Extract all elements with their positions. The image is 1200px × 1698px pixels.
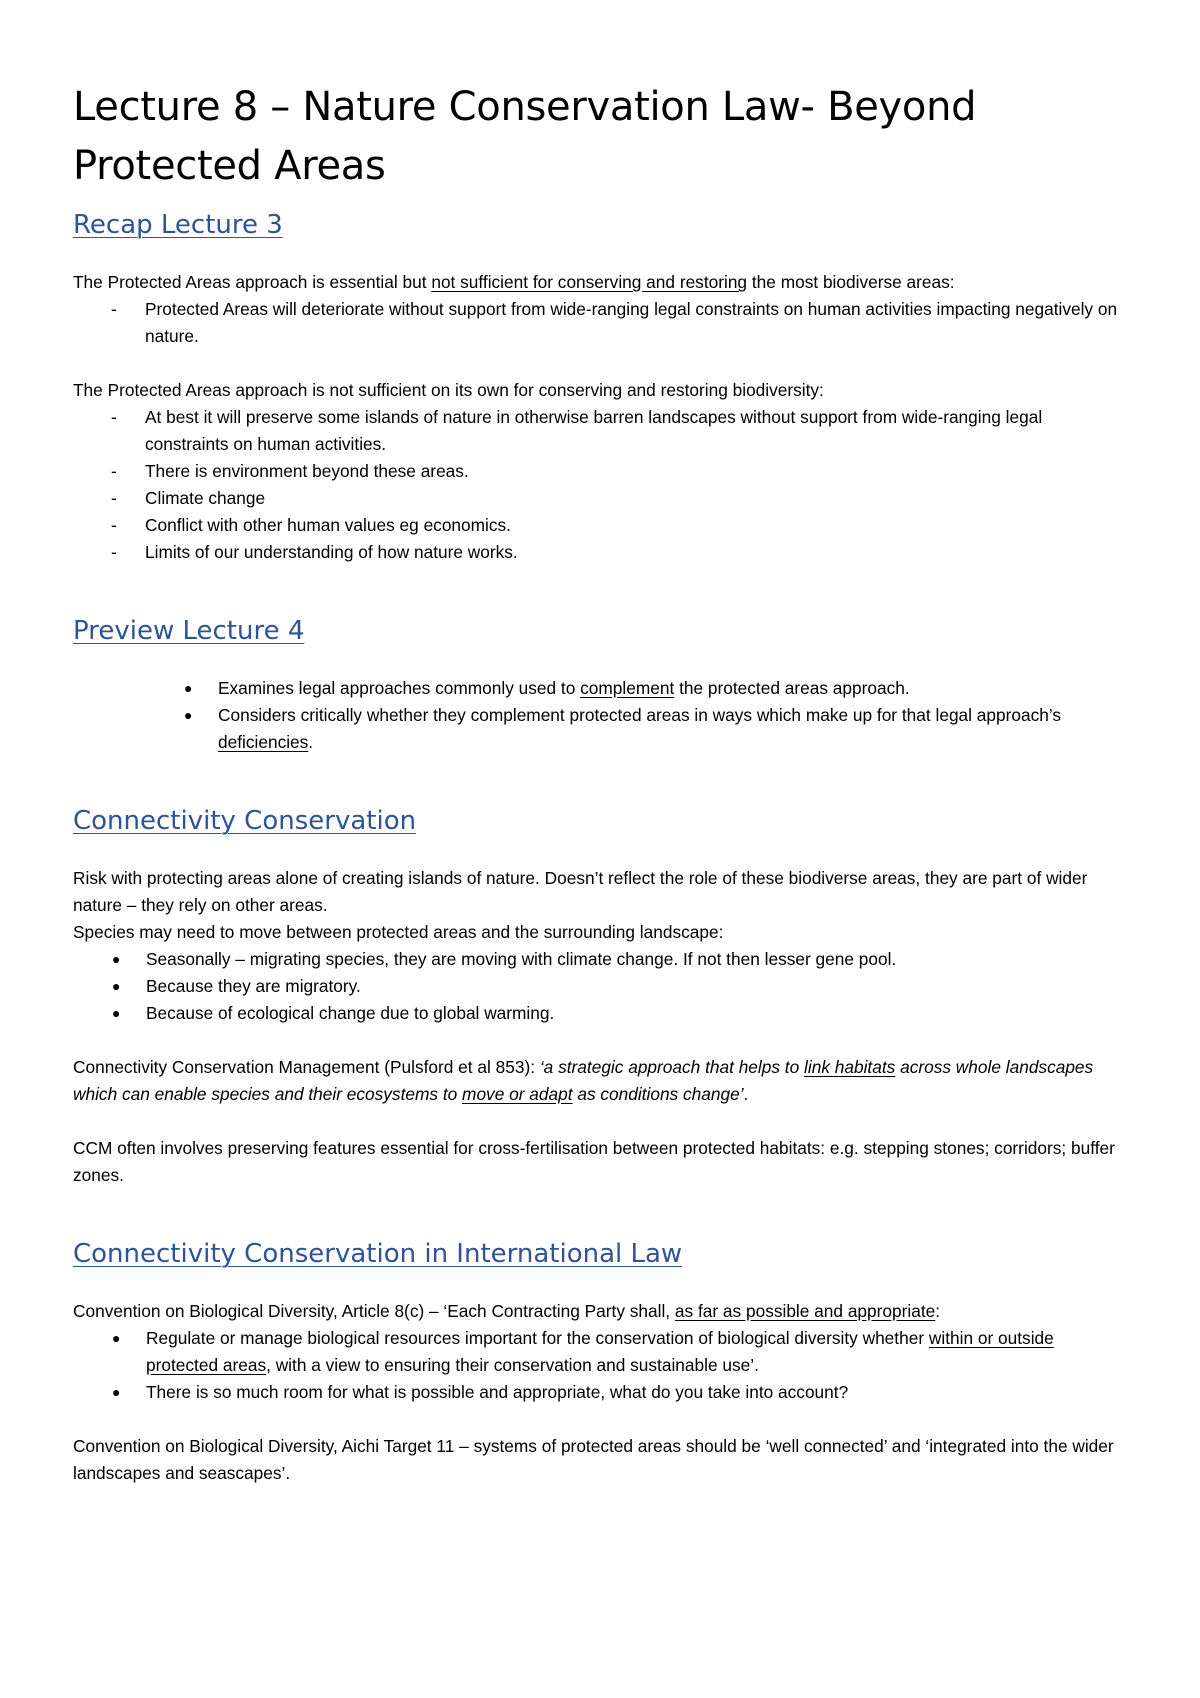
- underlined-text: not sufficient for conserving and restoring: [431, 272, 748, 292]
- section-connectivity: [73, 804, 1128, 1189]
- dash-marker: -: [111, 542, 117, 562]
- list-item: - Protected Areas will deteriorate without support from wide-ranging legal constraints on human activities impacting negatively on nature.: [73, 296, 1128, 350]
- list-item: - Limits of our understanding of how nature works.: [73, 539, 1128, 566]
- list-item: ● Regulate or manage biological resources important for the conservation of biological diversity whether within or outside protected areas, with a view to ensuring their conservation and sustainable use’.: [73, 1325, 1128, 1379]
- connectivity-bullet-list: [73, 946, 1128, 1027]
- underlined-text: link habitats: [804, 1057, 896, 1077]
- list-item: - Climate change: [73, 485, 1128, 512]
- list-item: - Conflict with other human values eg economics.: [73, 512, 1128, 539]
- underlined-text: as far as possible and appropriate: [674, 1301, 936, 1321]
- bullet-marker: ●: [112, 978, 121, 994]
- bullet-marker: ●: [112, 1384, 121, 1400]
- intl-paragraph-1: Convention on Biological Diversity, Article 8(c) – ‘Each Contracting Party shall, as far as possible and appropriate:: [73, 1301, 941, 1321]
- page-title: Lecture 8 – Nature Conservation Law- Beyond Protected Areas: [73, 84, 977, 189]
- dash-marker: -: [111, 299, 117, 319]
- section-preview: [73, 614, 1128, 756]
- list-item: ● Because they are migratory.: [73, 973, 1128, 1000]
- bullet-marker: ●: [112, 951, 121, 967]
- heading-international-law: Connectivity Conservation in International Law: [73, 1239, 683, 1269]
- intl-paragraph-2: Convention on Biological Diversity, Aichi Target 11 – systems of protected areas should be ‘well connected’ and ‘integrated into the wider landscapes and seascapes’.: [73, 1436, 1114, 1483]
- bullet-marker: ●: [112, 1005, 121, 1021]
- heading-connectivity: Connectivity Conservation: [73, 806, 417, 836]
- preview-bullet-list: [73, 675, 1128, 756]
- connectivity-paragraph-1: Risk with protecting areas alone of creating islands of nature. Doesn’t reflect the role of these biodiverse areas, they are part of wider nature – they rely on other areas.: [73, 868, 1088, 915]
- section-recap: [73, 208, 1128, 566]
- list-item: ● Because of ecological change due to global warming.: [73, 1000, 1128, 1027]
- heading-recap: Recap Lecture 3: [73, 210, 283, 240]
- heading-preview: Preview Lecture 4: [73, 616, 305, 646]
- bullet-marker: ●: [184, 680, 193, 696]
- recap-dash-list-2: [73, 404, 1128, 566]
- list-item: ● There is so much room for what is possible and appropriate, what do you take into account?: [73, 1379, 1128, 1406]
- bullet-marker: ●: [184, 707, 193, 723]
- bullet-marker: ●: [112, 1330, 121, 1346]
- recap-dash-list-1: [73, 296, 1128, 350]
- connectivity-paragraph-3: CCM often involves preserving features essential for cross-fertilisation between protected habitats: e.g. stepping stones; corridors; buffer zones.: [73, 1138, 1115, 1185]
- list-item: - At best it will preserve some islands of nature in otherwise barren landscapes without support from wide-ranging legal constraints on human activities.: [73, 404, 1128, 458]
- dash-marker: -: [111, 461, 117, 481]
- dash-marker: -: [111, 407, 117, 427]
- dash-marker: -: [111, 515, 117, 535]
- list-item: ● Seasonally – migrating species, they are moving with climate change. If not then lesser gene pool.: [73, 946, 1128, 973]
- underlined-text: complement: [580, 678, 675, 698]
- underlined-text: deficiencies: [218, 732, 309, 752]
- ccm-definition: Connectivity Conservation Management (Pulsford et al 853): ‘a strategic approach that helps to link habitats across whole landscapes which can enable species and their ecosystems to move or adapt as conditions change’.: [73, 1057, 1094, 1104]
- list-item: ● Examines legal approaches commonly used to complement the protected areas approach.: [73, 675, 1128, 702]
- underlined-text: within or outside protected areas: [146, 1328, 1054, 1375]
- section-international-law: [73, 1237, 1128, 1487]
- underlined-text: move or adapt: [462, 1084, 573, 1104]
- recap-paragraph-1: The Protected Areas approach is essential but not sufficient for conserving and restoring the most biodiverse areas:: [73, 272, 955, 292]
- list-item: - There is environment beyond these areas.: [73, 458, 1128, 485]
- recap-paragraph-2: The Protected Areas approach is not sufficient on its own for conserving and restoring biodiversity:: [73, 380, 824, 400]
- quote-text: ‘a strategic approach that helps to link habitats across whole landscapes which can enable species and their ecosystems to move or adapt as conditions change’: [73, 1057, 1094, 1104]
- dash-marker: -: [111, 488, 117, 508]
- connectivity-paragraph-2: Species may need to move between protected areas and the surrounding landscape:: [73, 922, 724, 942]
- list-item: ● Considers critically whether they complement protected areas in ways which make up for that legal approach’s deficiencies.: [73, 702, 1128, 756]
- intl-bullet-list: [73, 1325, 1128, 1406]
